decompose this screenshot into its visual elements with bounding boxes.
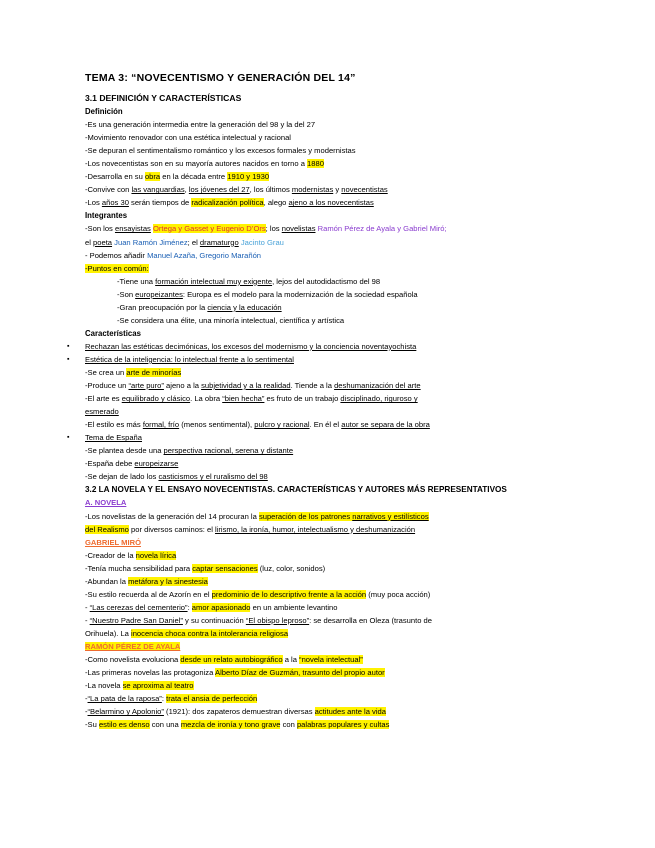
car2-item-c-cont: esmerado bbox=[85, 407, 119, 417]
puntos-label: -Puntos en común: bbox=[85, 263, 149, 273]
punto-1: -Tiene una formación intelectual muy exigente, lejos del autodidactismo del 98 bbox=[117, 276, 381, 286]
ayala-line-f: -Su estilo es denso con una mezcla de ironía y tono grave con palabras populares y cultas bbox=[85, 720, 390, 730]
subheading-caracteristicas: Características bbox=[85, 328, 141, 338]
caracteristica-1: ▪ Rechazan las estéticas decimónicas, los excesos del modernismo y la conciencia noventayochista bbox=[85, 340, 565, 353]
miro-line-d: -Su estilo recuerda al de Azorín en el predominio de lo descriptivo frente a la acción (muy poca acción) bbox=[85, 589, 431, 599]
integrantes-line-1: -Son los ensayistas Ortega y Gasset y Eugenio D’Ors; los novelistas Ramón Pérez de Ayala y Gabriel Miró; bbox=[85, 224, 447, 234]
integrantes-line-2: el poeta Juan Ramón Jiménez; el dramaturgo Jacinto Grau bbox=[85, 237, 284, 247]
def-line-5: -Desarrolla en su obra en la década entre 1910 y 1930 bbox=[85, 172, 270, 182]
miro-line-f: - “Nuestro Padre San Daniel” y su continuación “El obispo leproso”: se desarrolla en Oleza (trasunto de bbox=[85, 615, 432, 625]
ayala-line-d: -“La pata de la raposa”: trata el ansia de perfección bbox=[85, 694, 258, 704]
caracteristica-3: ▪ Tema de España bbox=[85, 431, 565, 444]
subheading-definicion: Definición bbox=[85, 107, 123, 117]
ayala-line-e: -“Belarmino y Apolonio” (1921): dos zapateros demuestran diversas actitudes ante la vida bbox=[85, 707, 386, 717]
car2-item-c: -El arte es equilibrado y clásico. La obra “bien hecha” es fruto de un trabajo disciplinado, riguroso y bbox=[85, 394, 418, 404]
miro-line-c: -Abundan la metáfora y la sinestesia bbox=[85, 576, 208, 586]
author-heading-miro: GABRIEL MIRÓ bbox=[85, 537, 141, 547]
car2-item-a: -Se crea un arte de minorías bbox=[85, 367, 182, 377]
author-heading-ayala: RAMÓN PÉREZ DE AYALA bbox=[85, 641, 181, 651]
integrantes-line-3: - Podemos añadir Manuel Azaña, Gregorio Marañón bbox=[85, 250, 262, 260]
miro-line-b: -Tenía mucha sensibilidad para captar sensaciones (luz, color, sonidos) bbox=[85, 563, 326, 573]
section-heading-3-1: 3.1 DEFINICIÓN Y CARACTERÍSTICAS bbox=[85, 93, 242, 103]
punto-3: -Gran preocupación por la ciencia y la educación bbox=[117, 302, 282, 312]
ayala-line-c: -La novela se aproxima al teatro bbox=[85, 681, 194, 691]
def-line-6: -Convive con las vanguardias, los jóvenes del 27, los últimos modernistas y novecentistas bbox=[85, 185, 388, 195]
subheading-integrantes: Integrantes bbox=[85, 211, 128, 221]
subheading-novela: A. NOVELA bbox=[85, 498, 127, 508]
miro-line-e: - “Las cerezas del cementerio”: amor apasionado en un ambiente levantino bbox=[85, 602, 338, 612]
caracteristica-2: ▪ Estética de la inteligencia: lo intelectual frente a lo sentimental bbox=[85, 353, 565, 366]
punto-2: -Son europeizantes: Europa es el modelo para la modernización de la sociedad española bbox=[117, 289, 418, 299]
def-line-1: -Es una generación intermedia entre la generación del 98 y la del 27 bbox=[85, 120, 316, 130]
car2-item-d: -El estilo es más formal, frío (menos sentimental), pulcro y racional. En él el autor se separa de la obra bbox=[85, 420, 430, 430]
car3-item-b: -España debe europeizarse bbox=[85, 459, 179, 469]
car3-item-a: -Se plantea desde una perspectiva racional, serena y distante bbox=[85, 446, 294, 456]
ayala-line-a: -Como novelista evoluciona desde un relato autobiográfico a la “novela intelectual” bbox=[85, 655, 363, 665]
novela-line-2: del Realismo por diversos caminos: el lirismo, la ironía, humor, intelectualismo y deshumanización bbox=[85, 524, 416, 534]
document-body bbox=[85, 72, 565, 731]
novela-line-1: -Los novelistas de la generación del 14 procuran la superación de los patrones narrativos y estilísticos bbox=[85, 511, 429, 521]
car3-item-c: -Se dejan de lado los casticismos y el ruralismo del 98 bbox=[85, 472, 268, 482]
ayala-line-b: -Las primeras novelas las protagoniza Alberto Díaz de Guzmán, trasunto del propio autor bbox=[85, 668, 385, 678]
miro-line-f-cont: Orihuela). La inocencia choca contra la intolerancia religiosa bbox=[85, 628, 289, 638]
document-title: TEMA 3: “NOVECENTISMO Y GENERACIÓN DEL 14” bbox=[85, 72, 356, 84]
section-heading-3-2: 3.2 LA NOVELA Y EL ENSAYO NOVECENTISTAS. CARACTERÍSTICAS Y AUTORES MÁS REPRESENTATIVOS bbox=[85, 485, 507, 495]
def-line-4: -Los novecentistas son en su mayoría autores nacidos en torno a 1880 bbox=[85, 159, 324, 169]
def-line-3: -Se depuran el sentimentalismo romántico y los excesos formales y modernistas bbox=[85, 146, 356, 156]
def-line-7: -Los años 30 serán tiempos de radicalización política, alego ajeno a los novecentistas bbox=[85, 198, 374, 208]
car2-item-b: -Produce un “arte puro” ajeno a la subjetividad y a la realidad. Tiende a la deshumanización del arte bbox=[85, 381, 421, 391]
def-line-2: -Movimiento renovador con una estética intelectual y racional bbox=[85, 133, 291, 143]
punto-4: -Se considera una élite, una minoría intelectual, científica y artística bbox=[117, 315, 345, 325]
miro-line-a: -Creador de la novela lírica bbox=[85, 550, 177, 560]
